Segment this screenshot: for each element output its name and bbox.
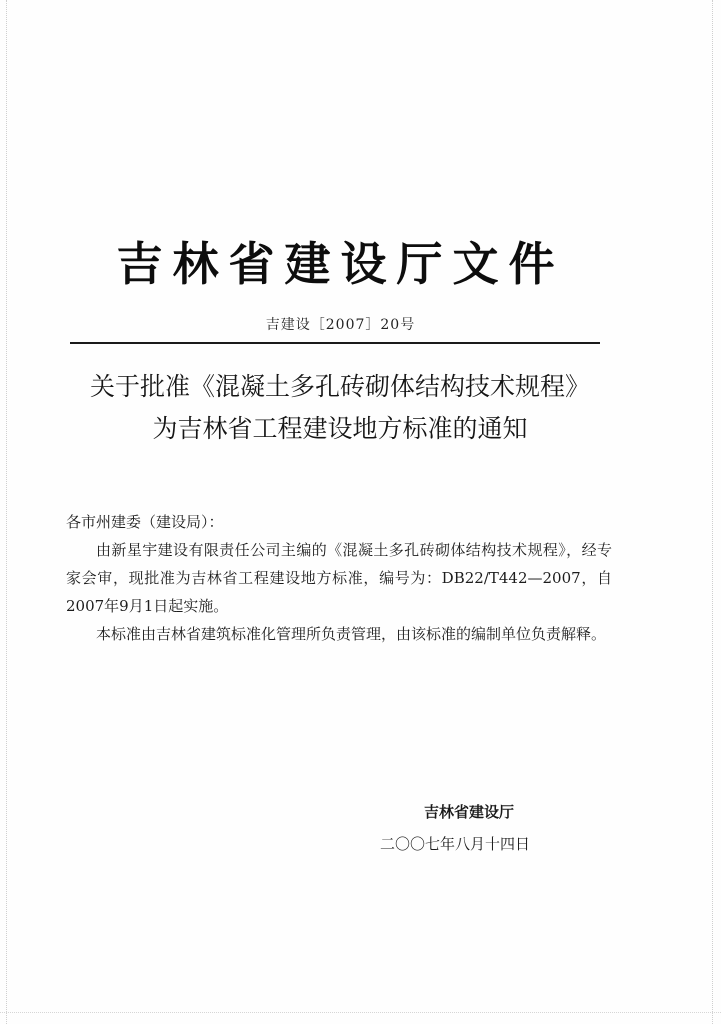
document-header (0, 228, 721, 294)
scan-edge-left (6, 0, 8, 1024)
document-number-text: 吉建设［2007］20号 (265, 317, 416, 333)
notice-body (66, 508, 612, 648)
body-paragraph-1: 由新星宇建设有限责任公司主编的《混凝土多孔砖砌体结构技术规程》，经专家会审，现批准为吉林省工程建设地方标准，编号为：DB22/T442—2007，自2007年9月1日起实施。 (66, 541, 612, 615)
scan-edge-bottom (0, 1012, 721, 1014)
signature-block (380, 796, 600, 860)
header-divider-line (70, 342, 600, 344)
subject-line-1: 关于批准《混凝土多孔砖砌体结构技术规程》 (89, 372, 590, 401)
notice-subject (40, 366, 640, 450)
document-number (0, 314, 721, 334)
signing-organization: 吉林省建设厅 (424, 803, 515, 821)
body-paragraph-2: 本标准由吉林省建筑标准化管理所负责管理，由该标准的编制单位负责解释。 (96, 625, 607, 643)
signing-date: 二〇〇七年八月十四日 (380, 835, 531, 853)
salutation: 各市州建委（建设局）： (66, 513, 224, 531)
subject-line-2: 为吉林省工程建设地方标准的通知 (152, 414, 528, 443)
scan-edge-right (712, 0, 714, 1024)
issuing-organization-title: 吉林省建设厅文件 (116, 237, 565, 291)
